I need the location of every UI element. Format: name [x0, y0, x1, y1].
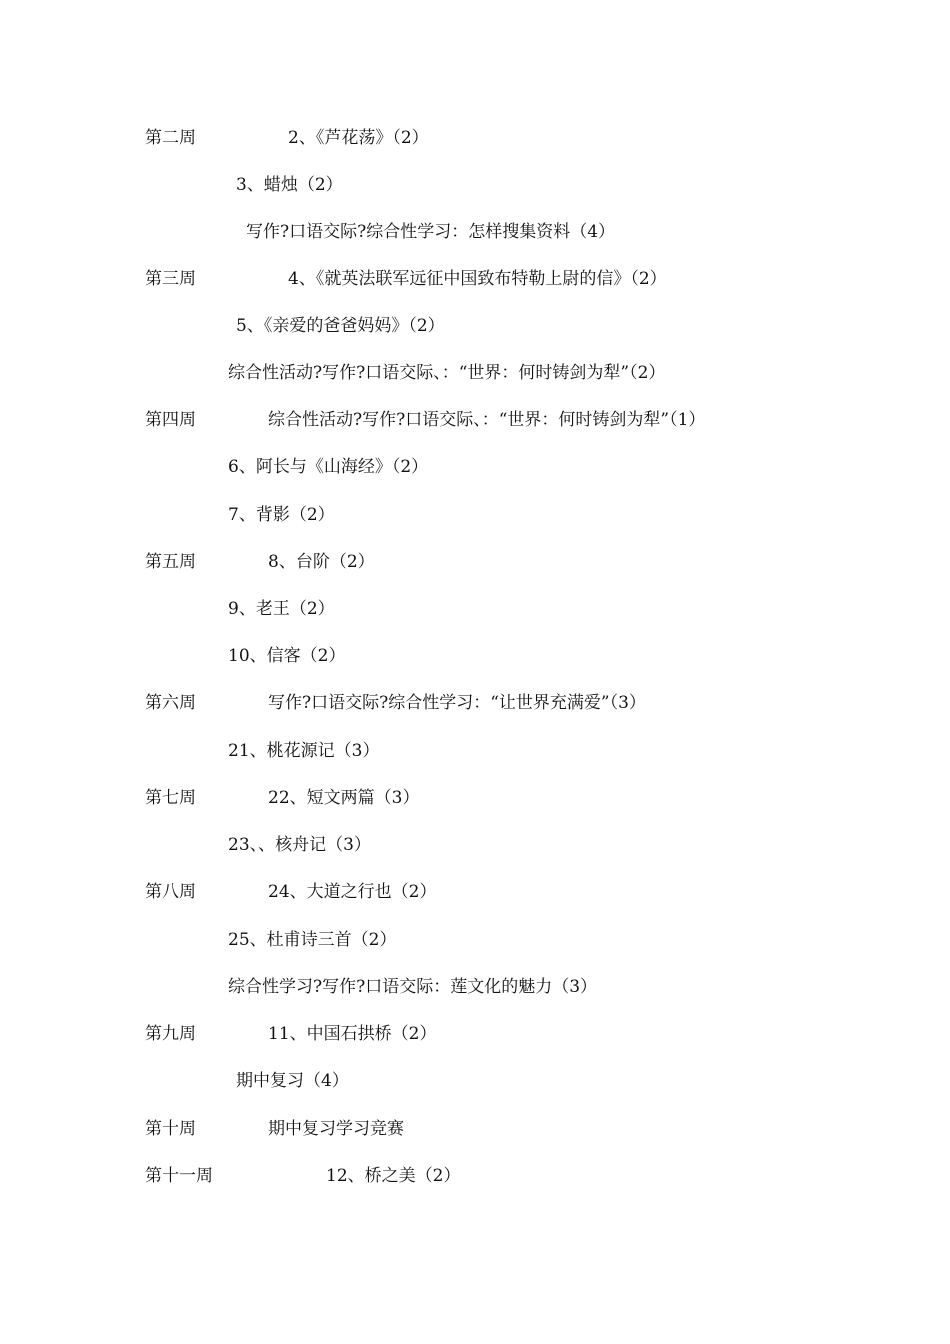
schedule-row	[0, 264, 950, 294]
lesson-entry: 12、桥之美（2）	[326, 1166, 461, 1186]
schedule-row	[0, 311, 950, 341]
week-label: 第三周	[145, 269, 196, 289]
schedule-row	[0, 123, 950, 153]
lesson-entry: 21、桃花源记（3）	[228, 741, 380, 761]
lesson-entry: 2、《芦花荡》（2）	[288, 128, 429, 148]
schedule-row	[0, 641, 950, 671]
lesson-entry: 24、大道之行也（2）	[268, 882, 437, 902]
week-label: 第五周	[145, 552, 196, 572]
lesson-entry: 写作?口语交际?综合性学习：怎样搜集资料（4）	[246, 222, 616, 242]
schedule-row	[0, 358, 950, 388]
week-label: 第二周	[145, 128, 196, 148]
schedule-row	[0, 1161, 950, 1191]
schedule-row	[0, 736, 950, 766]
schedule-row	[0, 405, 950, 435]
lesson-entry: 6、阿长与《山海经》（2）	[228, 457, 429, 477]
week-label: 第六周	[145, 693, 196, 713]
week-label: 第四周	[145, 410, 196, 430]
lesson-entry: 9、老王（2）	[228, 599, 335, 619]
schedule-row	[0, 830, 950, 860]
week-label: 第十一周	[145, 1166, 213, 1186]
schedule-row	[0, 217, 950, 247]
lesson-entry: 25、杜甫诗三首（2）	[228, 930, 397, 950]
week-label: 第十周	[145, 1119, 196, 1139]
schedule-row	[0, 452, 950, 482]
lesson-entry: 11、中国石拱桥（2）	[268, 1024, 437, 1044]
week-label: 第八周	[145, 882, 196, 902]
schedule-row	[0, 925, 950, 955]
lesson-entry: 综合性活动?写作?口语交际、：“世界：何时铸剑为犁”（1）	[268, 410, 706, 430]
lesson-entry: 4、《就英法联军远征中国致布特勒上尉的信》（2）	[288, 269, 667, 289]
schedule-row	[0, 547, 950, 577]
lesson-entry: 期中复习学习竞赛	[268, 1119, 404, 1139]
lesson-entry: 5、《亲爱的爸爸妈妈》（2）	[236, 316, 445, 336]
lesson-entry: 3、蜡烛（2）	[236, 175, 343, 195]
schedule-row	[0, 1114, 950, 1144]
week-label: 第九周	[145, 1024, 196, 1044]
lesson-entry: 10、信客（2）	[228, 646, 346, 666]
lesson-entry: 23、、核舟记（3）	[228, 835, 371, 855]
lesson-entry: 7、背影（2）	[228, 505, 335, 525]
schedule-row	[0, 972, 950, 1002]
schedule-row	[0, 783, 950, 813]
schedule-row	[0, 170, 950, 200]
schedule-row	[0, 688, 950, 718]
schedule-row	[0, 1019, 950, 1049]
schedule-row	[0, 1066, 950, 1096]
lesson-entry: 8、台阶（2）	[268, 552, 375, 572]
lesson-entry: 期中复习（4）	[236, 1071, 349, 1091]
lesson-entry: 综合性活动?写作?口语交际、：“世界：何时铸剑为犁”（2）	[228, 363, 666, 383]
lesson-entry: 综合性学习?写作?口语交际：莲文化的魅力（3）	[228, 977, 598, 997]
lesson-entry: 22、短文两篇（3）	[268, 788, 420, 808]
week-label: 第七周	[145, 788, 196, 808]
schedule-row	[0, 500, 950, 530]
schedule-row	[0, 594, 950, 624]
schedule-row	[0, 877, 950, 907]
lesson-entry: 写作?口语交际?综合性学习：“让世界充满爱”（3）	[268, 693, 646, 713]
